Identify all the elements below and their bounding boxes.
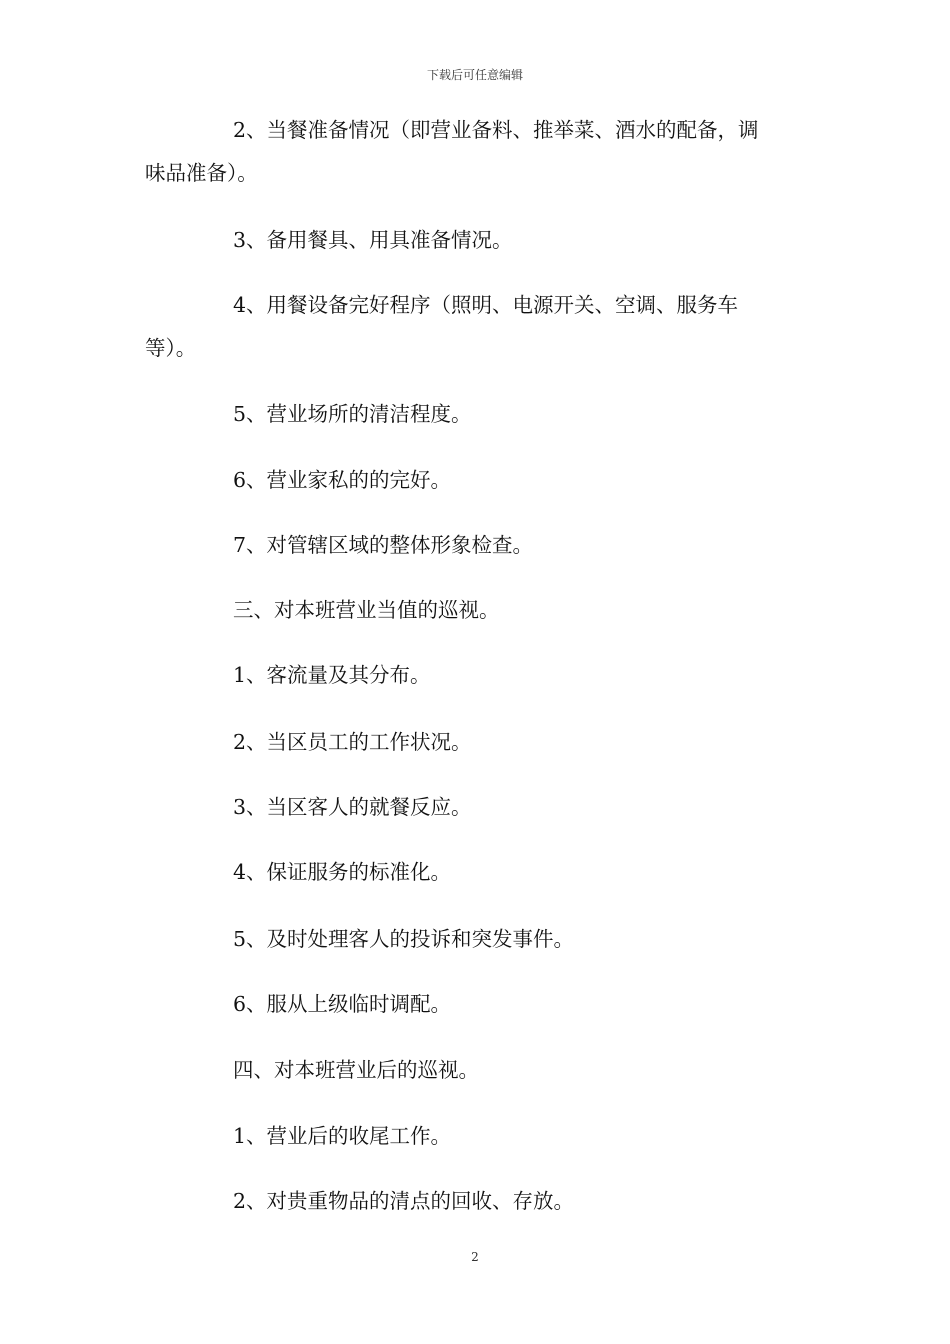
- section-heading: 四、对本班营业后的巡视。: [233, 1058, 479, 1082]
- paragraph-line-continued: 味品准备）。: [145, 161, 258, 185]
- paragraph-line-continued: 等）。: [145, 336, 197, 360]
- paragraph-line: 2、对贵重物品的清点的回收、存放。: [233, 1189, 575, 1213]
- paragraph-line: 2、当区员工的工作状况。: [233, 730, 472, 754]
- paragraph-line: 5、营业场所的清洁程度。: [233, 402, 472, 426]
- paragraph-line: 2、当餐准备情况（即营业备料、推举菜、酒水的配备，调: [233, 118, 759, 142]
- paragraph-line: 1、客流量及其分布。: [233, 663, 431, 687]
- paragraph-line: 3、备用餐具、用具准备情况。: [233, 228, 513, 252]
- paragraph-line: 6、服从上级临时调配。: [233, 992, 452, 1016]
- paragraph-line: 7、对管辖区域的整体形象检查。: [233, 533, 534, 557]
- page-number: 2: [471, 1250, 479, 1264]
- page-header: 下载后可任意编辑: [426, 68, 523, 82]
- paragraph-line: 6、营业家私的的完好。: [233, 468, 452, 492]
- paragraph-line: 5、及时处理客人的投诉和突发事件。: [233, 927, 575, 951]
- paragraph-line: 3、当区客人的就餐反应。: [233, 795, 472, 819]
- section-heading: 三、对本班营业当值的巡视。: [233, 598, 500, 622]
- paragraph-line: 4、保证服务的标准化。: [233, 860, 452, 884]
- paragraph-line: 4、用餐设备完好程序（照明、电源开关、空调、服务车: [233, 293, 739, 317]
- paragraph-line: 1、营业后的收尾工作。: [233, 1124, 452, 1148]
